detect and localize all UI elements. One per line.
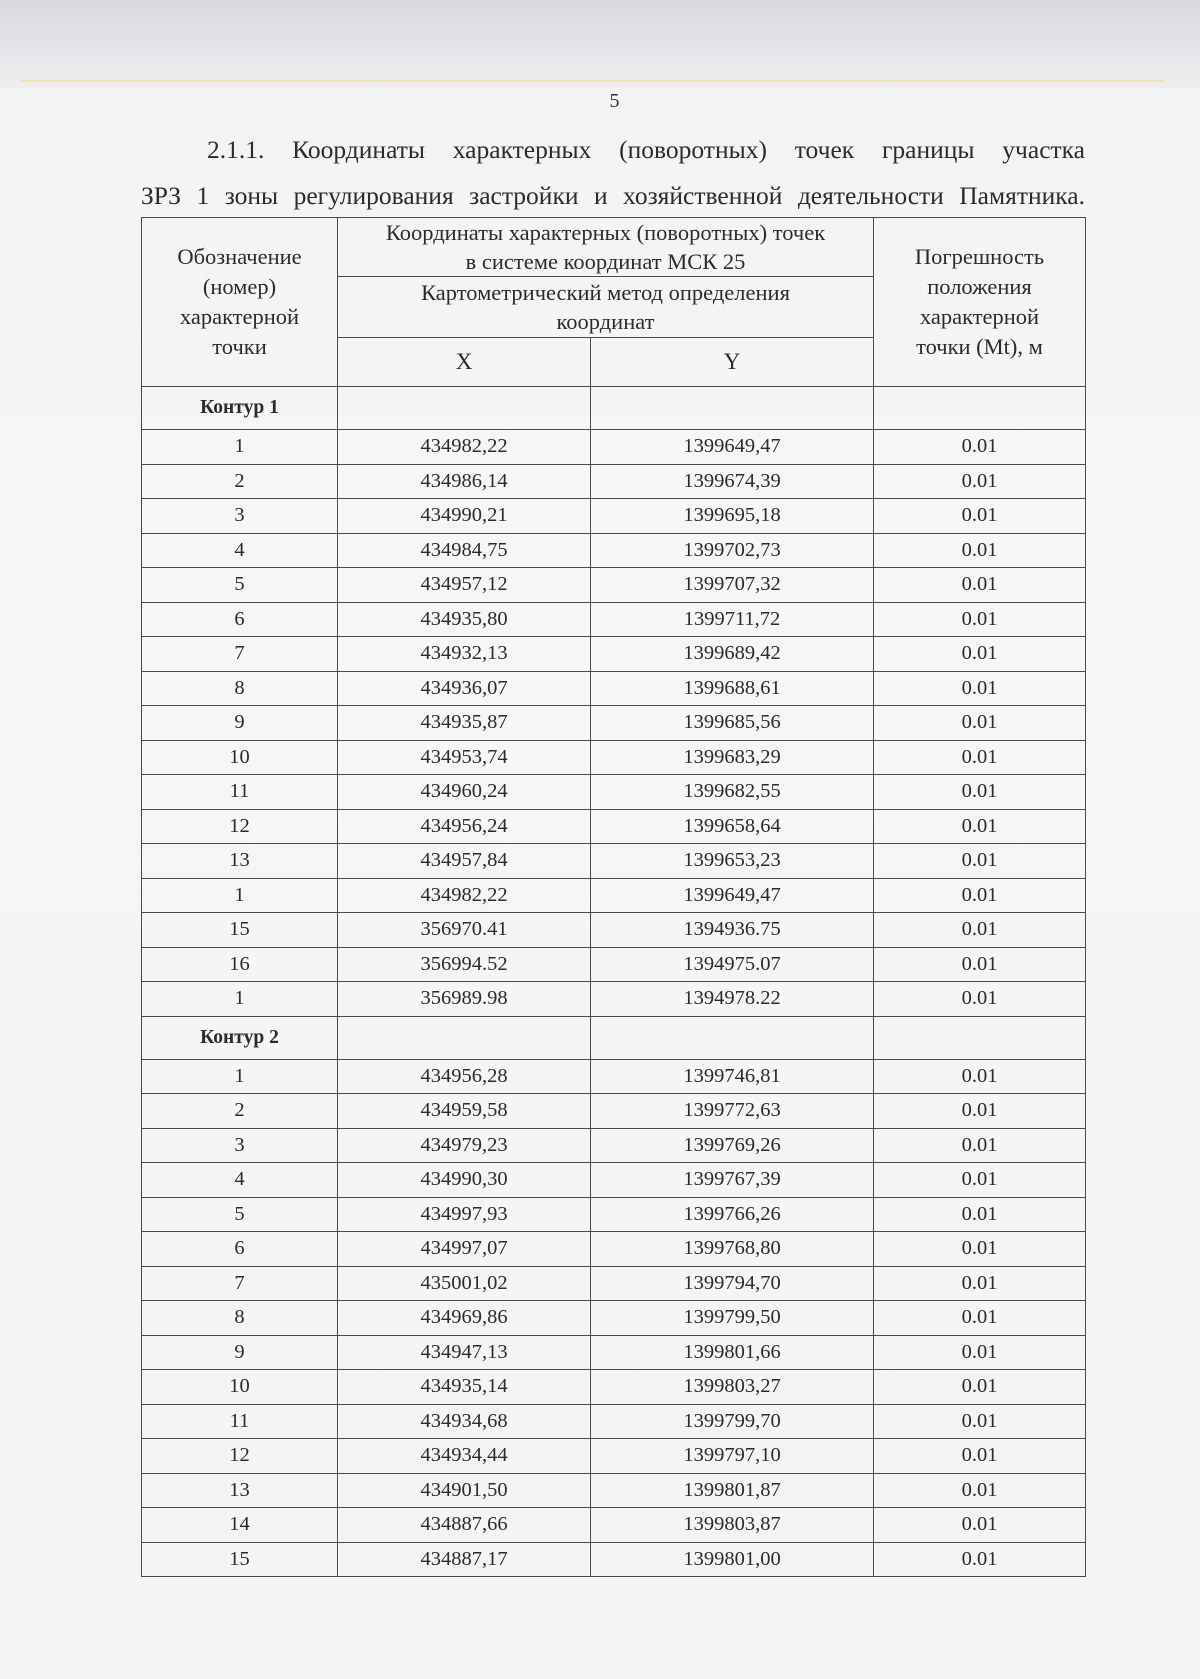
- y-coordinate-cell: 1399649,47: [591, 878, 874, 913]
- x-coordinate-cell: 434956,24: [338, 809, 591, 844]
- table-row: [142, 844, 1086, 879]
- accuracy-cell: 0.01: [874, 740, 1086, 775]
- empty-cell: [874, 1016, 1086, 1059]
- empty-cell: [338, 1016, 591, 1059]
- table-row: [142, 1266, 1086, 1301]
- x-coordinate-cell: 434953,74: [338, 740, 591, 775]
- y-coordinate-cell: 1399682,55: [591, 775, 874, 810]
- point-number-cell: 3: [142, 499, 338, 534]
- accuracy-cell: 0.01: [874, 706, 1086, 741]
- point-number-cell: 11: [142, 1404, 338, 1439]
- point-number-cell: 10: [142, 1370, 338, 1405]
- point-number-cell: 7: [142, 1266, 338, 1301]
- y-coordinate-cell: 1399695,18: [591, 499, 874, 534]
- point-number-cell: 6: [142, 1232, 338, 1267]
- x-coordinate-cell: 434979,23: [338, 1128, 591, 1163]
- table-row: [142, 740, 1086, 775]
- x-coordinate-cell: 435001,02: [338, 1266, 591, 1301]
- section-heading-line-1: 2.1.1. Координаты характерных (поворотных) точек границы участка: [207, 135, 1085, 164]
- table-row: [142, 533, 1086, 568]
- point-number-cell: 4: [142, 533, 338, 568]
- point-number-cell: 14: [142, 1508, 338, 1543]
- x-coordinate-cell: 434887,66: [338, 1508, 591, 1543]
- y-coordinate-cell: 1399658,64: [591, 809, 874, 844]
- accuracy-cell: 0.01: [874, 464, 1086, 499]
- point-number-cell: 16: [142, 947, 338, 982]
- y-coordinate-cell: 1399702,73: [591, 533, 874, 568]
- y-coordinate-cell: 1399649,47: [591, 430, 874, 465]
- x-coordinate-cell: 434960,24: [338, 775, 591, 810]
- table-row: [142, 1473, 1086, 1508]
- table-row: [142, 499, 1086, 534]
- empty-cell: [874, 387, 1086, 430]
- header-accuracy: Погрешность положения характерной точки (Mt), м: [874, 218, 1086, 387]
- x-coordinate-cell: 434957,84: [338, 844, 591, 879]
- point-number-cell: 2: [142, 464, 338, 499]
- y-coordinate-cell: 1399653,23: [591, 844, 874, 879]
- table-row: [142, 602, 1086, 637]
- x-coordinate-cell: 434997,93: [338, 1197, 591, 1232]
- point-number-cell: 15: [142, 1542, 338, 1577]
- accuracy-cell: 0.01: [874, 1335, 1086, 1370]
- point-number-cell: 8: [142, 1301, 338, 1336]
- x-coordinate-cell: 434997,07: [338, 1232, 591, 1267]
- x-coordinate-cell: 434935,87: [338, 706, 591, 741]
- y-coordinate-cell: 1399801,66: [591, 1335, 874, 1370]
- point-number-cell: 1: [142, 430, 338, 465]
- accuracy-cell: 0.01: [874, 947, 1086, 982]
- y-coordinate-cell: 1399689,42: [591, 637, 874, 672]
- accuracy-cell: 0.01: [874, 1439, 1086, 1474]
- point-number-cell: 9: [142, 706, 338, 741]
- x-coordinate-cell: 434984,75: [338, 533, 591, 568]
- accuracy-cell: 0.01: [874, 1266, 1086, 1301]
- accuracy-cell: 0.01: [874, 1473, 1086, 1508]
- accuracy-cell: 0.01: [874, 1301, 1086, 1336]
- table-row: [142, 1301, 1086, 1336]
- accuracy-cell: 0.01: [874, 637, 1086, 672]
- accuracy-cell: 0.01: [874, 1508, 1086, 1543]
- contour-row: [142, 387, 1086, 430]
- y-coordinate-cell: 1399685,56: [591, 706, 874, 741]
- point-number-cell: 3: [142, 1128, 338, 1163]
- accuracy-cell: 0.01: [874, 568, 1086, 603]
- contour-label: Контур 1: [142, 387, 338, 430]
- x-coordinate-cell: 434935,80: [338, 602, 591, 637]
- table-row: [142, 913, 1086, 948]
- header-x: X: [338, 338, 591, 387]
- y-coordinate-cell: 1399688,61: [591, 671, 874, 706]
- empty-cell: [591, 1016, 874, 1059]
- y-coordinate-cell: 1399683,29: [591, 740, 874, 775]
- accuracy-cell: 0.01: [874, 913, 1086, 948]
- x-coordinate-cell: 434957,12: [338, 568, 591, 603]
- table-row: [142, 809, 1086, 844]
- accuracy-cell: 0.01: [874, 602, 1086, 637]
- header-designation: Обозначение (номер) характерной точки: [142, 218, 338, 387]
- point-number-cell: 2: [142, 1094, 338, 1129]
- table-row: [142, 775, 1086, 810]
- header-y: Y: [591, 338, 874, 387]
- accuracy-cell: 0.01: [874, 1232, 1086, 1267]
- page-number: 5: [609, 90, 620, 112]
- point-number-cell: 1: [142, 878, 338, 913]
- empty-cell: [338, 387, 591, 430]
- empty-cell: [591, 387, 874, 430]
- y-coordinate-cell: 1399794,70: [591, 1266, 874, 1301]
- table-row: [142, 982, 1086, 1017]
- point-number-cell: 9: [142, 1335, 338, 1370]
- y-coordinate-cell: 1399801,00: [591, 1542, 874, 1577]
- table-row: [142, 1128, 1086, 1163]
- x-coordinate-cell: 434932,13: [338, 637, 591, 672]
- point-number-cell: 1: [142, 1059, 338, 1094]
- x-coordinate-cell: 434887,17: [338, 1542, 591, 1577]
- x-coordinate-cell: 434959,58: [338, 1094, 591, 1129]
- point-number-cell: 13: [142, 1473, 338, 1508]
- table-row: [142, 1232, 1086, 1267]
- accuracy-cell: 0.01: [874, 1059, 1086, 1094]
- point-number-cell: 12: [142, 809, 338, 844]
- x-coordinate-cell: 434982,22: [338, 878, 591, 913]
- section-heading: [141, 127, 1085, 219]
- header-rule: [20, 80, 1165, 82]
- x-coordinate-cell: 434901,50: [338, 1473, 591, 1508]
- table-row: [142, 1094, 1086, 1129]
- header-method: Картометрический метод определения координат: [338, 277, 874, 338]
- accuracy-cell: 0.01: [874, 809, 1086, 844]
- scan-top-shadow: [0, 0, 1200, 88]
- y-coordinate-cell: 1399769,26: [591, 1128, 874, 1163]
- table-row: [142, 568, 1086, 603]
- y-coordinate-cell: 1399803,27: [591, 1370, 874, 1405]
- table-row: [142, 1335, 1086, 1370]
- y-coordinate-cell: 1399711,72: [591, 602, 874, 637]
- point-number-cell: 7: [142, 637, 338, 672]
- y-coordinate-cell: 1394936.75: [591, 913, 874, 948]
- y-coordinate-cell: 1399772,63: [591, 1094, 874, 1129]
- y-coordinate-cell: 1394978.22: [591, 982, 874, 1017]
- x-coordinate-cell: 356970.41: [338, 913, 591, 948]
- x-coordinate-cell: 434956,28: [338, 1059, 591, 1094]
- contour-label: Контур 2: [142, 1016, 338, 1059]
- x-coordinate-cell: 434936,07: [338, 671, 591, 706]
- point-number-cell: 12: [142, 1439, 338, 1474]
- point-number-cell: 4: [142, 1163, 338, 1198]
- x-coordinate-cell: 356994.52: [338, 947, 591, 982]
- point-number-cell: 5: [142, 568, 338, 603]
- table-row: [142, 878, 1086, 913]
- point-number-cell: 1: [142, 982, 338, 1017]
- table-row: [142, 1370, 1086, 1405]
- y-coordinate-cell: 1399799,50: [591, 1301, 874, 1336]
- accuracy-cell: 0.01: [874, 533, 1086, 568]
- x-coordinate-cell: 434986,14: [338, 464, 591, 499]
- x-coordinate-cell: 434935,14: [338, 1370, 591, 1405]
- point-number-cell: 10: [142, 740, 338, 775]
- accuracy-cell: 0.01: [874, 1197, 1086, 1232]
- y-coordinate-cell: 1399803,87: [591, 1508, 874, 1543]
- accuracy-cell: 0.01: [874, 1542, 1086, 1577]
- table-row: [142, 671, 1086, 706]
- table-row: [142, 947, 1086, 982]
- y-coordinate-cell: 1399766,26: [591, 1197, 874, 1232]
- y-coordinate-cell: 1399707,32: [591, 568, 874, 603]
- y-coordinate-cell: 1399799,70: [591, 1404, 874, 1439]
- y-coordinate-cell: 1394975.07: [591, 947, 874, 982]
- point-number-cell: 6: [142, 602, 338, 637]
- table-row: [142, 637, 1086, 672]
- table-row: [142, 1197, 1086, 1232]
- x-coordinate-cell: 434947,13: [338, 1335, 591, 1370]
- point-number-cell: 11: [142, 775, 338, 810]
- table-body: [142, 387, 1086, 1577]
- y-coordinate-cell: 1399797,10: [591, 1439, 874, 1474]
- accuracy-cell: 0.01: [874, 878, 1086, 913]
- accuracy-cell: 0.01: [874, 1128, 1086, 1163]
- point-number-cell: 13: [142, 844, 338, 879]
- coordinates-table: [141, 217, 1086, 1577]
- table-row: [142, 1439, 1086, 1474]
- x-coordinate-cell: 434990,21: [338, 499, 591, 534]
- section-heading-line-2: ЗРЗ 1 зоны регулирования застройки и хозяйственной деятельности Памятника.: [141, 181, 1085, 210]
- x-coordinate-cell: 434969,86: [338, 1301, 591, 1336]
- y-coordinate-cell: 1399768,80: [591, 1232, 874, 1267]
- x-coordinate-cell: 434982,22: [338, 430, 591, 465]
- table-row: [142, 430, 1086, 465]
- header-coords-group: Координаты характерных (поворотных) точек в системе координат МСК 25: [338, 218, 874, 277]
- contour-row: [142, 1016, 1086, 1059]
- accuracy-cell: 0.01: [874, 1163, 1086, 1198]
- table-row: [142, 464, 1086, 499]
- x-coordinate-cell: 356989.98: [338, 982, 591, 1017]
- table-row: [142, 706, 1086, 741]
- accuracy-cell: 0.01: [874, 982, 1086, 1017]
- accuracy-cell: 0.01: [874, 844, 1086, 879]
- y-coordinate-cell: 1399746,81: [591, 1059, 874, 1094]
- x-coordinate-cell: 434934,68: [338, 1404, 591, 1439]
- table-row: [142, 1404, 1086, 1439]
- accuracy-cell: 0.01: [874, 1370, 1086, 1405]
- accuracy-cell: 0.01: [874, 499, 1086, 534]
- table-row: [142, 1508, 1086, 1543]
- point-number-cell: 8: [142, 671, 338, 706]
- point-number-cell: 15: [142, 913, 338, 948]
- accuracy-cell: 0.01: [874, 430, 1086, 465]
- y-coordinate-cell: 1399767,39: [591, 1163, 874, 1198]
- accuracy-cell: 0.01: [874, 775, 1086, 810]
- x-coordinate-cell: 434934,44: [338, 1439, 591, 1474]
- y-coordinate-cell: 1399674,39: [591, 464, 874, 499]
- table-row: [142, 1059, 1086, 1094]
- point-number-cell: 5: [142, 1197, 338, 1232]
- y-coordinate-cell: 1399801,87: [591, 1473, 874, 1508]
- table-row: [142, 1163, 1086, 1198]
- x-coordinate-cell: 434990,30: [338, 1163, 591, 1198]
- accuracy-cell: 0.01: [874, 671, 1086, 706]
- table-row: [142, 1542, 1086, 1577]
- accuracy-cell: 0.01: [874, 1094, 1086, 1129]
- accuracy-cell: 0.01: [874, 1404, 1086, 1439]
